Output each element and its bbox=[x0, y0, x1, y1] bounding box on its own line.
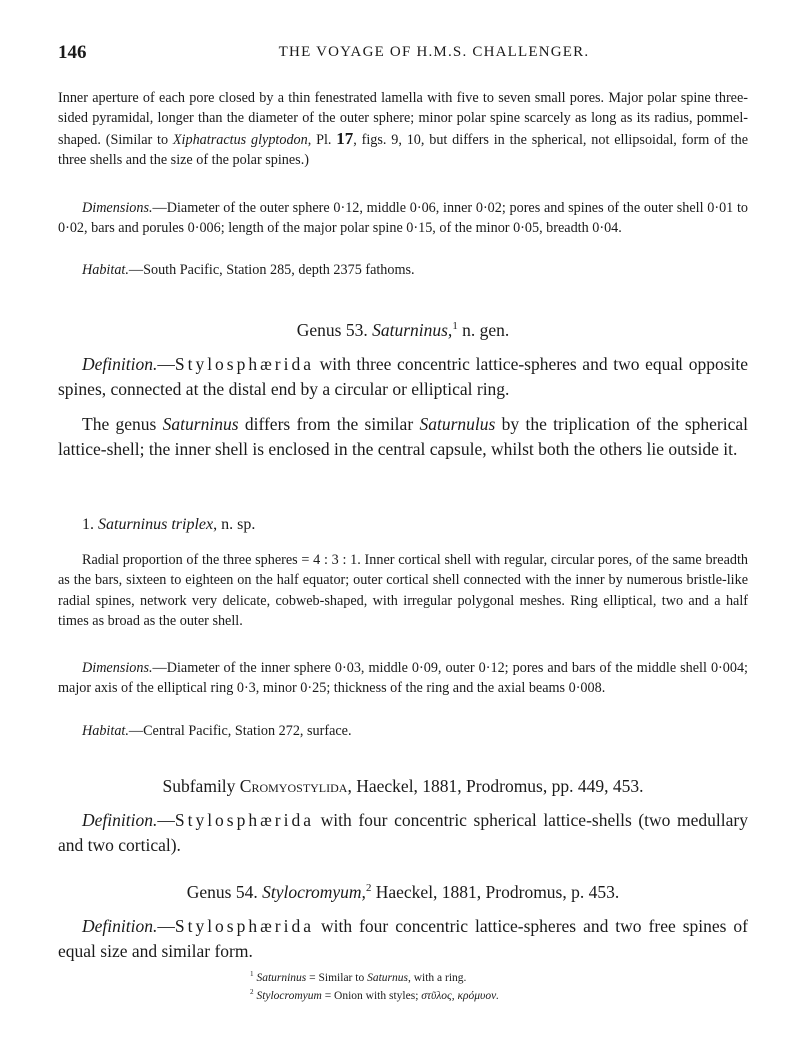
genus-54-heading: Genus 54. Stylocromyum,$^2$ Haeckel, 1881, Prodromus, p. 453. bbox=[186, 882, 620, 902]
species-1-habitat: Habitat.—Central Pacific, Station 272, surface. bbox=[82, 723, 352, 739]
subfamily-definition: Definition.—Stylosphærida with four concentric spherical lattice-shells (two medullary and two cortical). bbox=[58, 810, 748, 855]
genus-53-definition: Definition.—Stylosphærida with three concentric lattice-spheres and two equal opposite spines, connected at the distal end by a circular or elliptical ring. bbox=[58, 354, 748, 399]
species-1-description: Radial proportion of the three spheres = 4 : 3 : 1. Inner cortical shell with regular, circular pores, of the same breadth as the bars, sixteen to eighteen on the half equator; outer cortical shell connected with the inner by numerous bristle-like radial spines, network very delicate, cobweb-shaped, with irregular polygonal meshes. Ring elliptical, two and a half times as broad as the outer shell. bbox=[58, 552, 748, 630]
genus-53-heading: Genus 53. Saturninus,$^1$ n. gen. bbox=[296, 320, 510, 340]
species-1-dimensions: Dimensions.—Diameter of the inner sphere 0·03, middle 0·09, outer 0·12; pores and bars of the middle shell 0·004; major axis of the elliptical ring 0·3, minor 0·25; thickness of the ring and the axial beams 0·008. bbox=[58, 660, 748, 697]
dimensions-paragraph: Dimensions.—Diameter of the outer sphere 0·12, middle 0·06, inner 0·02; pores and spines of the outer shell 0·01 to 0·02, bars and porules 0·006; length of the major polar spine 0·15, of the minor 0·05, breadth 0·04. bbox=[58, 200, 748, 237]
footnote-1: $^1$ Saturninus = Similar to Saturnus, with a ring. bbox=[250, 970, 467, 984]
page-header bbox=[58, 42, 750, 66]
running-title: THE VOYAGE OF H.M.S. CHALLENGER. bbox=[278, 44, 590, 60]
footnote-2: $^2$ Stylocromyum = Onion with styles; στῦλος, κρόμυον. bbox=[250, 988, 500, 1002]
genus-53-remarks: The genus Saturninus differs from the similar Saturnulus by the triplication of the spherical lattice-shell; the inner shell is enclosed in the central capsule, whilst both the others lie outside it. bbox=[58, 414, 748, 459]
species-description-continued: Inner aperture of each pore closed by a thin fenestrated lamella with five to seven small pores. Major polar spine three-sided pyramidal, longer than the diameter of the outer sphere; minor polar spine scarcely as long as its radius, pommel-shaped. (Similar to Xiphatractus glyptodon, Pl. 17, figs. 9, 10, but differs in the spherical, not ellipsoidal, form of the three shells and the size of the polar spines.) bbox=[58, 90, 748, 169]
habitat-paragraph: Habitat.—South Pacific, Station 285, depth 2375 fathoms. bbox=[82, 262, 415, 278]
genus-54-definition: Definition.—Stylosphærida with four concentric lattice-spheres and two free spines of equal size and similar form. bbox=[58, 916, 748, 961]
subfamily-heading: Subfamily Cromyostylida, Haeckel, 1881, Prodromus, pp. 449, 453. bbox=[162, 776, 644, 796]
species-1-heading: 1. Saturninus triplex, n. sp. bbox=[82, 516, 256, 533]
page-number: 146 bbox=[58, 42, 87, 63]
